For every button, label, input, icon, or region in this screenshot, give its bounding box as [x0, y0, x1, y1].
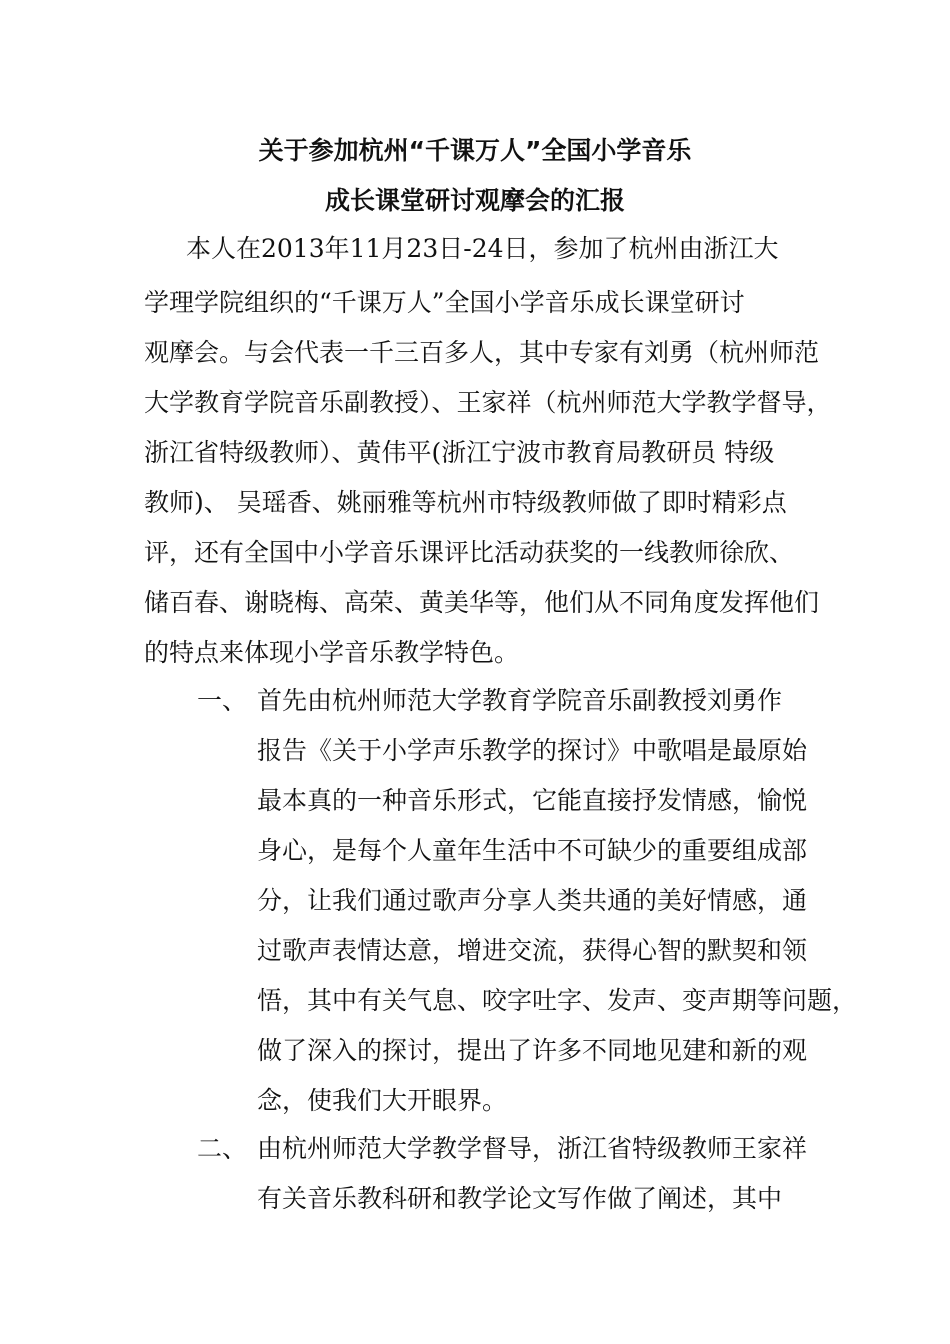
- intro-line-6: 教师)、 吴瑶香、姚丽雅等杭州市特级教师做了即时精彩点: [144, 488, 787, 517]
- item-2-line-2: 有关音乐教科研和教学论文写作做了阐述，其中: [257, 1184, 783, 1213]
- list-marker-2: 二、: [197, 1134, 248, 1163]
- intro-line-5: 浙江省特级教师）、黄伟平(浙江宁波市教育局教研员 特级: [144, 438, 775, 467]
- item-1-line-9: 念，使我们大开眼界。: [257, 1086, 508, 1115]
- item-1-line-7: 悟，其中有关气息、咬字吐字、发声、变声期等问题，: [257, 986, 858, 1015]
- intro-line-7: 评，还有全国中小学音乐课评比活动获奖的一线教师徐欣、: [144, 538, 795, 567]
- intro-line-1: 本人在2013年11月23日-24日，参加了杭州由浙江大: [186, 234, 779, 263]
- item-1-line-4: 身心，是每个人童年生活中不可缺少的重要组成部: [257, 836, 808, 865]
- item-1-line-2: 报告《关于小学声乐教学的探讨》中歌唱是最原始: [257, 736, 808, 765]
- document-title-line-2: 成长课堂研讨观摩会的汇报: [324, 186, 625, 215]
- item-1-line-6: 过歌声表情达意，增进交流，获得心智的默契和领: [257, 936, 808, 965]
- item-1-line-8: 做了深入的探讨，提出了许多不同地见建和新的观: [257, 1036, 808, 1065]
- intro-line-9: 的特点来体现小学音乐教学特色。: [144, 638, 520, 667]
- item-1-line-3: 最本真的一种音乐形式，它能直接抒发情感，愉悦: [257, 786, 808, 815]
- intro-line-8: 储百春、谢晓梅、高荣、黄美华等，他们从不同角度发挥他们: [144, 588, 820, 617]
- document-title-line-1: 关于参加杭州“千课万人”全国小学音乐: [258, 136, 692, 165]
- intro-line-2: 学理学院组织的“千课万人”全国小学音乐成长课堂研讨: [144, 288, 745, 317]
- item-2-line-1: 由杭州师范大学教学督导，浙江省特级教师王家祥: [257, 1134, 808, 1163]
- item-1-line-1: 首先由杭州师范大学教育学院音乐副教授刘勇作: [257, 686, 783, 715]
- intro-line-4: 大学教育学院音乐副教授）、王家祥（杭州师范大学教学督导，: [144, 388, 832, 417]
- item-1-line-5: 分，让我们通过歌声分享人类共通的美好情感，通: [257, 886, 808, 915]
- intro-line-3: 观摩会。与会代表一千三百多人，其中专家有刘勇（杭州师范: [144, 338, 820, 367]
- list-marker-1: 一、: [197, 686, 248, 715]
